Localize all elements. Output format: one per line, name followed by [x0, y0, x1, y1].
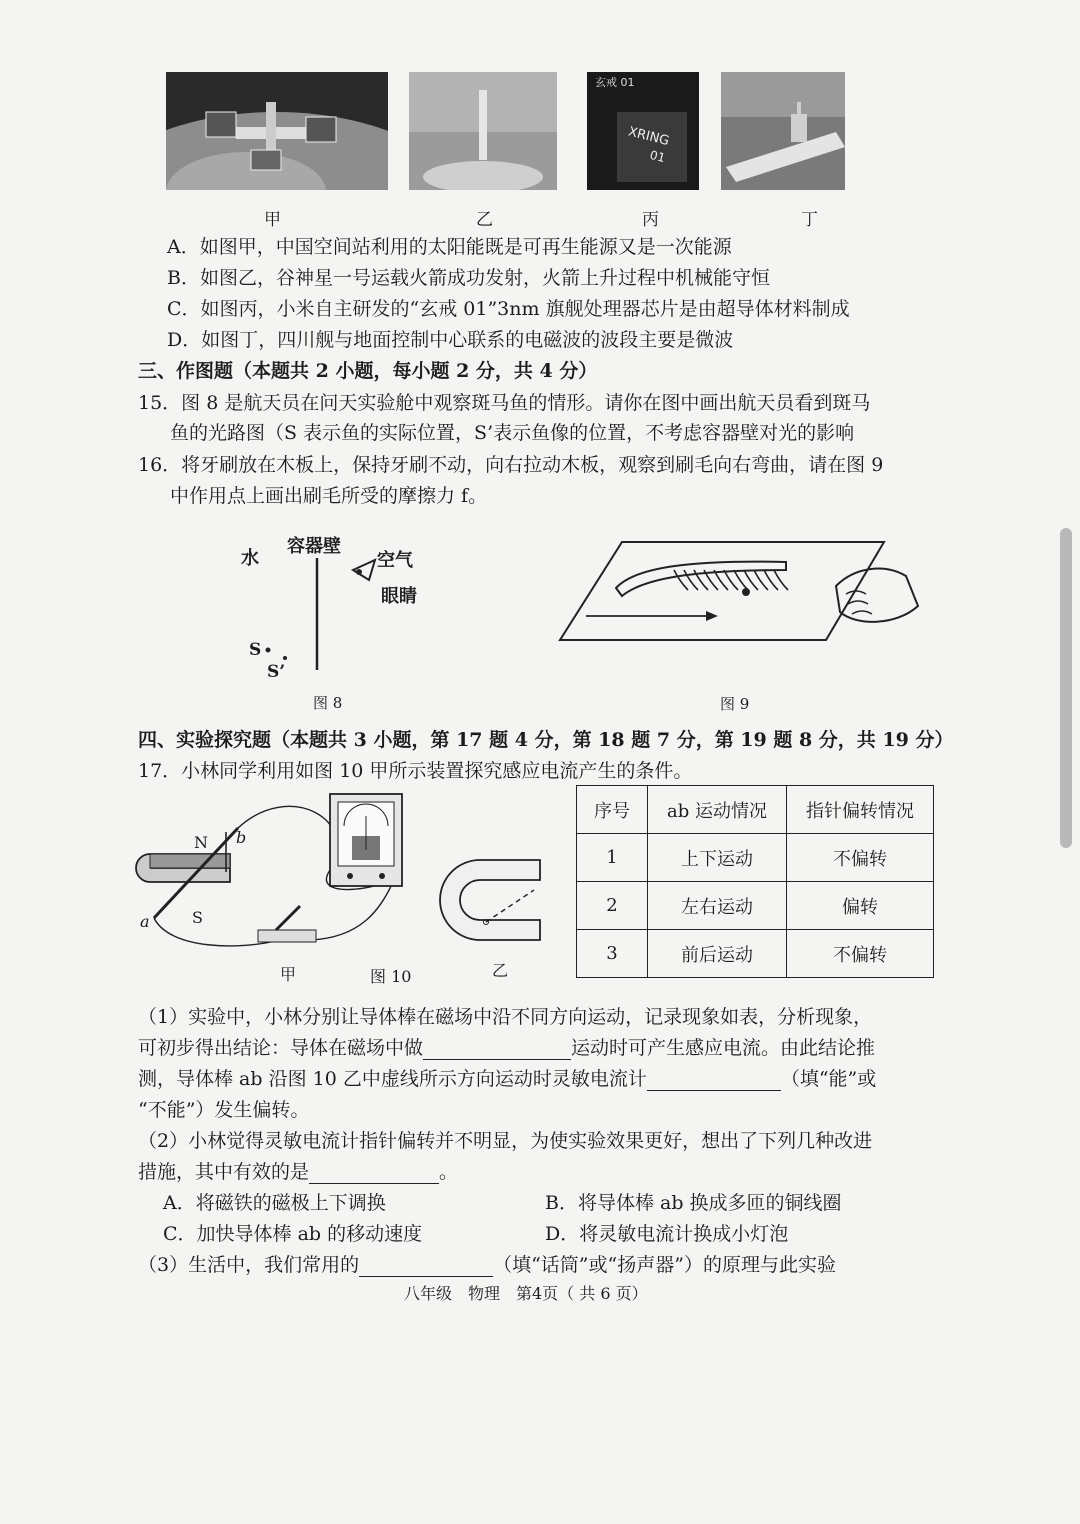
answer-blank-3[interactable] — [309, 1161, 439, 1184]
q17-part2-line2-start: 措施，其中有效的是 — [138, 1161, 310, 1183]
table-header-cell: 指针偏转情况 — [787, 786, 934, 834]
q17-part3-start: （3）生活中，我们常用的 — [138, 1254, 360, 1276]
q17-part1-line1: （1）实验中，小林分别让导体棒在磁场中沿不同方向运动，记录现象如表，分析现象， — [138, 1006, 873, 1028]
photo-space-station — [166, 72, 388, 190]
q17-part1-line2 — [138, 1033, 875, 1060]
q17-part2-line2 — [138, 1157, 458, 1184]
table-row — [577, 882, 934, 930]
table-cell: 2 — [577, 882, 648, 930]
q14-option-c: C．如图丙，小米自主研发的“玄戒 01”3nm 旗舰处理器芯片是由超导体材料制成 — [167, 298, 850, 320]
q15-line1: 15．图 8 是航天员在问天实验舱中观察斑马鱼的情形。请你在图中画出航天员看到斑马 — [138, 392, 871, 414]
section4-heading: 四、实验探究题（本题共 3 小题，第 17 题 4 分，第 18 题 7 分，第 19 题 8 分，共 19 分） — [138, 729, 954, 751]
photo-caption-jia: 甲 — [264, 210, 281, 230]
fig8-caption: 图 8 — [313, 694, 343, 712]
answer-blank-4[interactable] — [359, 1254, 493, 1277]
fig8-air-label: 空气 — [377, 550, 413, 571]
q14-option-b: B．如图乙，谷神星一号运载火箭成功发射，火箭上升过程中机械能守恒 — [167, 267, 770, 289]
q17-part1-line4: “不能”）发生偏转。 — [138, 1099, 310, 1121]
fig10-caption: 图 10 — [370, 967, 412, 986]
q17-part2-line1: （2）小林觉得灵敏电流计指针偏转并不明显，为使实验效果更好，想出了下列几种改进 — [138, 1130, 873, 1152]
answer-blank-2[interactable] — [647, 1068, 781, 1091]
q14-option-a: A．如图甲，中国空间站利用的太阳能既是可再生能源又是一次能源 — [167, 236, 732, 258]
table-cell: 3 — [577, 930, 648, 978]
q17-part1-line2-end: 运动时可产生感应电流。由此结论推 — [571, 1037, 876, 1059]
figure-9 — [556, 536, 926, 711]
table-cell: 1 — [577, 834, 648, 882]
fig10-jia-caption: 甲 — [280, 965, 297, 984]
table-cell: 不偏转 — [787, 930, 934, 978]
q17-option-b: B．将导体棒 ab 换成多匝的铜线圈 — [545, 1192, 842, 1214]
table-header-cell: 序号 — [577, 786, 648, 834]
table-cell: 上下运动 — [648, 834, 787, 882]
q17-option-a: A．将磁铁的磁极上下调换 — [163, 1192, 386, 1214]
section3-heading: 三、作图题（本题共 2 小题，每小题 2 分，共 4 分） — [138, 360, 598, 382]
q17-part1-line3 — [138, 1064, 876, 1091]
table-cell: 前后运动 — [648, 930, 787, 978]
table-cell: 不偏转 — [787, 834, 934, 882]
q15-line2: 鱼的光路图（S 表示鱼的实际位置，S’表示鱼像的位置，不考虑容器壁对光的影响 — [170, 422, 855, 444]
q17-option-c: C．加快导体棒 ab 的移动速度 — [163, 1223, 423, 1245]
fig8-s-label: S — [249, 640, 262, 660]
q17-part1-line2-start: 可初步得出结论：导体在磁场中做 — [138, 1037, 424, 1059]
photo-warship — [721, 72, 845, 190]
fig8-s-prime-label: S’ — [267, 662, 286, 682]
fig9-caption: 图 9 — [720, 695, 750, 713]
fig10-s-label: S — [192, 908, 203, 927]
fig10-a-label: a — [140, 912, 150, 931]
table-row — [577, 834, 934, 882]
chip-label-top: 玄戒 01 — [595, 76, 635, 89]
q17-intro: 17．小林同学利用如图 10 甲所示装置探究感应电流产生的条件。 — [138, 760, 693, 782]
table-header-row — [577, 786, 934, 834]
photo-rocket-launch — [409, 72, 557, 190]
table-cell: 左右运动 — [648, 882, 787, 930]
figure-8 — [235, 528, 455, 712]
fig8-eye-label: 眼睛 — [381, 586, 417, 607]
table-header-cell: ab 运动情况 — [648, 786, 787, 834]
table-row — [577, 930, 934, 978]
fig8-water-label: 水 — [241, 548, 259, 569]
fig10-yi-caption: 乙 — [492, 961, 509, 980]
answer-blank-1[interactable] — [423, 1037, 571, 1060]
q16-line2: 中作用点上画出刷毛所受的摩擦力 f。 — [170, 485, 488, 507]
chip-label-main: XRING — [626, 124, 671, 150]
photo-xring-chip — [587, 72, 699, 190]
photo-caption-yi: 乙 — [476, 210, 493, 230]
page-footer: 八年级 物理 第4页（ 共 6 页） — [404, 1284, 648, 1303]
photo-caption-bing: 丙 — [642, 210, 659, 230]
fig8-wall-label: 容器壁 — [287, 536, 341, 557]
fig10-n-label: N — [194, 833, 208, 852]
q17-part2-line2-end: 。 — [439, 1161, 459, 1183]
photo-caption-ding: 丁 — [801, 210, 818, 230]
chip-label-sub: 01 — [648, 147, 667, 166]
results-table — [576, 785, 934, 978]
q16-line1: 16．将牙刷放在木板上，保持牙刷不动，向右拉动木板，观察到刷毛向右弯曲，请在图 9 — [138, 454, 884, 476]
scrollbar[interactable] — [1060, 528, 1072, 848]
q17-part1-line3-start: 测，导体棒 ab 沿图 10 乙中虚线所示方向运动时灵敏电流计 — [138, 1068, 647, 1090]
figure-10 — [130, 790, 550, 990]
fig10-b-label: b — [236, 828, 247, 847]
table-cell: 偏转 — [787, 882, 934, 930]
q17-part1-line3-end: （填“能”或 — [780, 1068, 877, 1090]
q17-option-d: D．将灵敏电流计换成小灯泡 — [545, 1223, 789, 1245]
q17-part3-end: （填“话筒”或“扬声器”）的原理与此实验 — [493, 1254, 836, 1276]
q17-part3-line1 — [138, 1250, 836, 1277]
q14-option-d: D．如图丁，四川舰与地面控制中心联系的电磁波的波段主要是微波 — [167, 329, 734, 351]
